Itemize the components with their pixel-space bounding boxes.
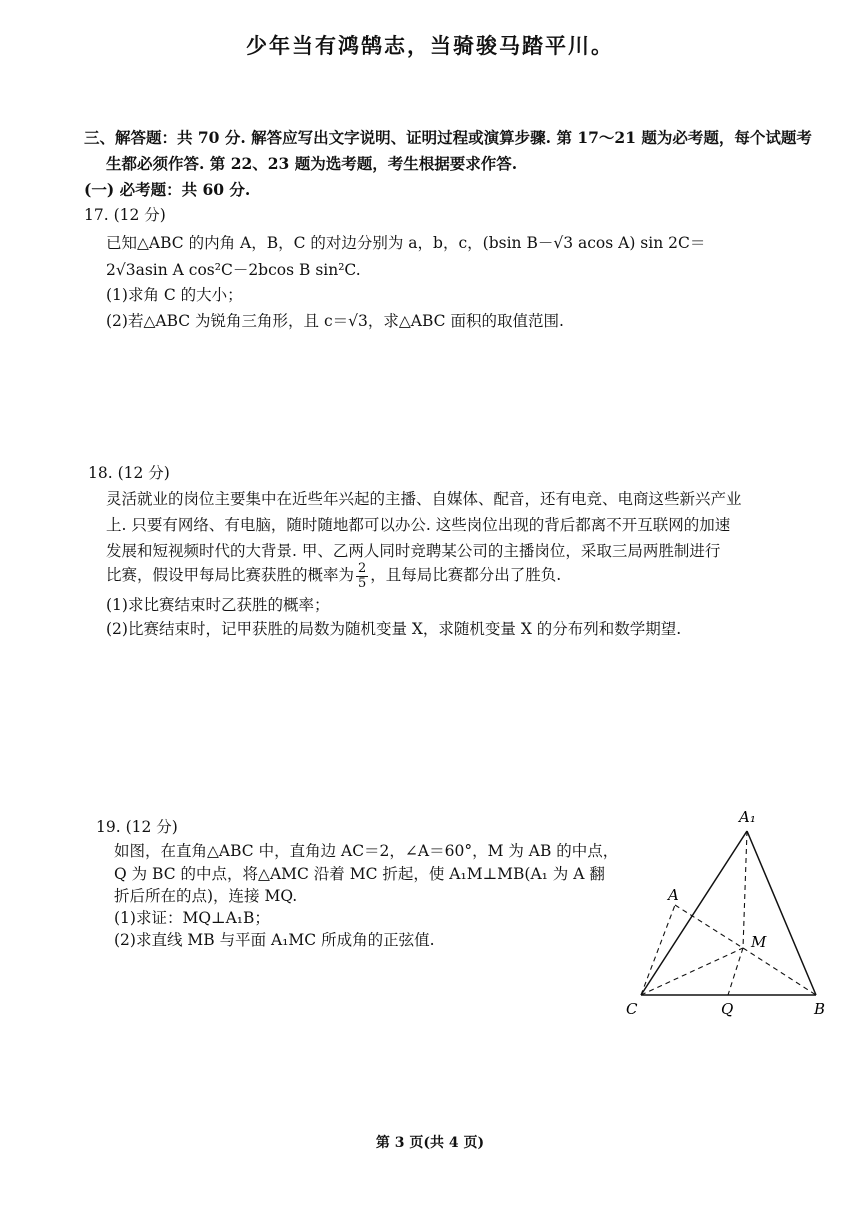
q18-line1: 灵活就业的岗位主要集中在近些年兴起的主播、自媒体、配音，还有电竞、电商这些新兴产业 bbox=[106, 490, 742, 508]
q18-line4 bbox=[106, 560, 561, 591]
q19-part1: (1)求证：MQ⊥A₁B； bbox=[114, 909, 270, 927]
label-a: A bbox=[668, 886, 679, 904]
q19-line2: Q 为 BC 的中点，将△AMC 沿着 MC 折起，使 A₁M⊥MB(A₁ 为 A 翻 bbox=[114, 865, 605, 883]
q18-line2: 上. 只要有网络、有电脑，随时随地都可以办公. 这些岗位出现的背后都离不开互联网的加速 bbox=[106, 516, 731, 534]
q19-part2: (2)求直线 MB 与平面 A₁MC 所成角的正弦值. bbox=[114, 931, 435, 949]
geometry-figure bbox=[610, 800, 840, 1030]
label-a1: A₁ bbox=[739, 808, 756, 826]
q18-line4-pre: 比赛，假设甲每局比赛获胜的概率为 bbox=[106, 566, 355, 584]
label-c: C bbox=[626, 1000, 638, 1018]
q18-line4-post: ，且每局比赛都分出了胜负. bbox=[370, 566, 562, 584]
header-motto: 少年当有鸿鹄志，当骑骏马踏平川。 bbox=[246, 33, 614, 58]
q18-line3: 发展和短视频时代的大背景. 甲、乙两人同时竞聘某公司的主播岗位，采取三局两胜制进行 bbox=[106, 542, 721, 560]
label-q: Q bbox=[721, 1000, 734, 1018]
page-number: 第 3 页(共 4 页) bbox=[375, 1135, 485, 1151]
section-subsection: (一) 必考题：共 60 分. bbox=[84, 180, 251, 199]
q18-part2: (2)比赛结束时，记甲获胜的局数为随机变量 X，求随机变量 X 的分布列和数学期望. bbox=[106, 620, 682, 638]
section-title-line1: 三、解答题：共 70 分. 解答应写出文字说明、证明过程或演算步骤. 第 17～21 题为必考题，每个试题考 bbox=[84, 128, 812, 147]
q19-line3: 折后所在的点)，连接 MQ. bbox=[114, 887, 298, 905]
edge-a1m-dashed bbox=[743, 831, 747, 948]
q17-part1: (1)求角 C 的大小； bbox=[106, 286, 243, 304]
label-b: B bbox=[814, 1000, 826, 1018]
edge-mq-dashed bbox=[728, 948, 743, 995]
label-m: M bbox=[751, 933, 767, 951]
q18-head: 18. (12 分) bbox=[88, 464, 170, 482]
fraction-numerator: 2 bbox=[358, 560, 367, 576]
q19-head: 19. (12 分) bbox=[96, 818, 178, 836]
q17-line1: 已知△ABC 的内角 A，B，C 的对边分别为 a，b，c，(bsin B－√3 acos A) sin 2C＝ bbox=[106, 234, 706, 252]
q17-line2: 2√3asin A cos²C－2bcos B sin²C. bbox=[106, 261, 361, 279]
q18-part1: (1)求比赛结束时乙获胜的概率； bbox=[106, 596, 330, 614]
q19-line1: 如图，在直角△ABC 中，直角边 AC＝2，∠A＝60°，M 为 AB 的中点， bbox=[114, 842, 619, 860]
probability-fraction bbox=[356, 562, 368, 591]
edge-a1b bbox=[747, 831, 816, 995]
fraction-denominator: 5 bbox=[358, 575, 367, 591]
q17-head: 17. (12 分) bbox=[84, 206, 166, 224]
q17-part2: (2)若△ABC 为锐角三角形，且 c＝√3，求△ABC 面积的取值范围. bbox=[106, 312, 564, 330]
section-title-line2: 生都必须作答. 第 22、23 题为选考题，考生根据要求作答. bbox=[106, 154, 518, 173]
edge-mb-dashed bbox=[743, 948, 816, 995]
